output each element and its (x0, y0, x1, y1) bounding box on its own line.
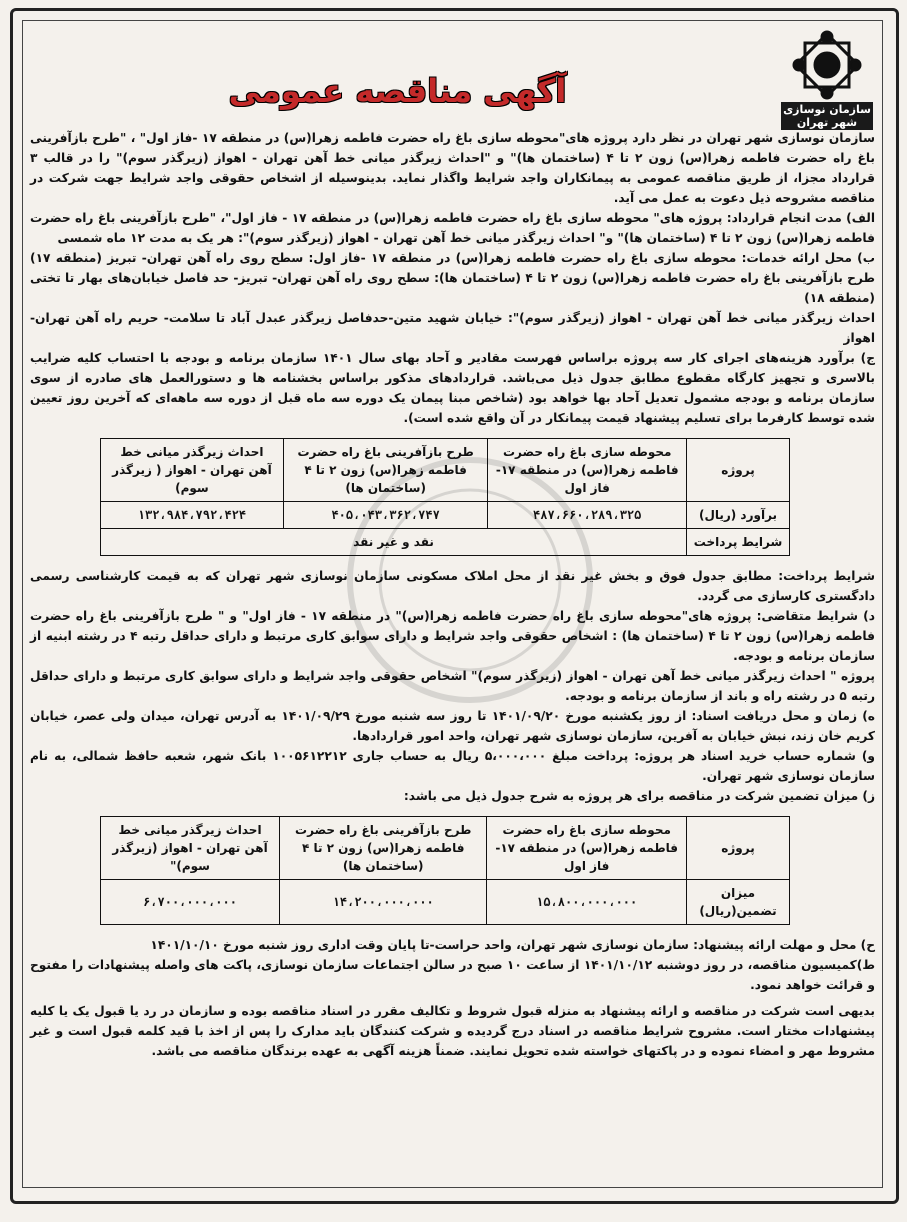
payment-terms-label: شرایط پرداخت (687, 529, 790, 556)
payment-terms-value: نقد و غیر نقد (101, 529, 687, 556)
guarantee-1: ۱۵،۸۰۰،۰۰۰،۰۰۰ (487, 880, 687, 925)
clause-dal: د) شرایط متقاضی: پروژه های"محوطه سازی باغ راه حضرت فاطمه زهرا(س)" در منطقه ۱۷ - فاز اول" و " طرح بازآفرینی باغ راه حضرت فاطمه زهرا(س) زون ۲ تا ۴ (ساختمان ها) : اشخاص حقوقی واجد شرایط و دارای سوابق کاری مرتبط و دارای حداقل رتبه ۴ در رشته ابنیه از سازمان برنامه و بودجه. (30, 609, 875, 663)
intro-paragraph: سازمان نوسازی شهر تهران در نظر دارد پروژه های"محوطه سازی باغ راه حضرت فاطمه زهرا(س) در منطقه ۱۷ -فاز اول" ، "طرح بازآفرینی باغ راه حضرت فاطمه زهرا(س) زون ۲ تا ۴ (ساختمان ها)" و "احداث زیرگذر میانی خط آهن تهران - اهواز (زیرگذر سوم)" را در قالب ۳ قرارداد مجزا، از طریق مناقصه عمومی به پیمانکاران واجد شرایط واگذار نماید. بدینوسیله از اشخاص حقوقی واجد شرایط جهت شرکت در مناقصه مشروحه ذیل دعوت به عمل می آید. (30, 131, 875, 205)
guarantee-2: ۱۴،۲۰۰،۰۰۰،۰۰۰ (280, 880, 487, 925)
estimate-3: ۱۳۲،۹۸۴،۷۹۲،۴۲۴ (101, 502, 284, 529)
project-1-title: محوطه سازی باغ راه حضرت فاطمه زهرا(س) در منطقه ۱۷-فاز اول (487, 817, 687, 880)
project-1-title: محوطه سازی باغ راه حضرت فاطمه زهرا(س) در منطقه ۱۷- فاز اول (488, 439, 687, 502)
clause-jim: ج) برآورد هزینه‌های اجرای کار سه پروژه براساس فهرست مقادیر و آحاد بهای سال ۱۴۰۱ سازمان برنامه و بودجه با احتساب کلیه ضرایب بالاسری و تجهیز کارگاه مقطوع مطابق جدول ذیل می‌باشد. قراردادهای مذکور براساس بخشنامه ها و دستورالعمل های صادره از سوی سازمان برنامه و بودجه مشمول تعدیل آحاد بها خواهد بود (شاخص مبنا پیمان یک دوره سه ماه قبل از دوره سه ماهه‌ای که آخرین روز تعیین شده توسط کارفرما برای تسلیم پیشنهاد قیمت پیمانکار در آن واقع شده است). (30, 351, 875, 425)
table-head-label: پروژه (687, 439, 790, 502)
guarantee-3: ۶،۷۰۰،۰۰۰،۰۰۰ (101, 880, 280, 925)
clause-he: ه) زمان و محل دریافت اسناد: از روز یکشنبه مورخ ۱۴۰۱/۰۹/۲۰ تا روز سه شنبه مورخ ۱۴۰۱/۰۹/۲۹ به آدرس تهران، میدان ولی عصر، خیابان کریم خان زند، نبش خیابان به آفرین، سازمان نوسازی شهر تهران، واحد امور قراردادها. (30, 709, 875, 743)
table-head-label: پروژه (687, 817, 790, 880)
logo-emblem-icon (779, 28, 875, 102)
clause-be-continued: احداث زیرگذر میانی خط آهن تهران - اهواز (زیرگذر سوم)": خیابان شهید متین-حدفاصل زیرگذر عبدل آباد تا سلامت- حریم راه آهن تهران-اهواز (30, 311, 875, 345)
project-3-title: احداث زیرگذر میانی خط آهن تهران - اهواز (زیرگذر سوم)" (101, 817, 280, 880)
notice-body (30, 128, 875, 1061)
table-row (101, 502, 790, 529)
clause-ta: ط)کمیسیون مناقصه، در روز دوشنبه ۱۴۰۱/۱۰/۱۲ از ساعت ۱۰ صبح در سالن اجتماعات سازمان نوسازی، پاکت های واصله پیشنهادات را مفتوح و قرائت خواهد نمود. (30, 958, 875, 992)
estimate-table (100, 438, 790, 556)
clause-vav: و) شماره حساب خرید اسناد هر پروژه: پرداخت مبلغ ۵،۰۰۰،۰۰۰ ریال به حساب جاری ۱۰۰۵۶۱۲۲۱۲ بانک شهر، شعبه حافظ شمالی، به نام سازمان نوسازی شهر تهران. (30, 749, 875, 783)
table-row (101, 817, 790, 880)
clause-be: ب) محل ارائه خدمات: محوطه سازی باغ راه حضرت فاطمه زهرا(س) در منطقه ۱۷ -فاز اول: سطح روی راه آهن تهران- تبریز (منطقه ۱۷) طرح بازآفرینی باغ راه حضرت فاطمه زهرا(س) زون ۲ تا ۴ (ساختمان ها): سطح روی راه آهن تهران- تبریز- حد فاصل خیابان‌های بهار تا تختی (منطقه ۱۸) (30, 251, 875, 305)
project-2-title: طرح بازآفرینی باغ راه حضرت فاطمه زهرا(س) زون ۲ تا ۴ (ساختمان ها) (280, 817, 487, 880)
guarantee-label: میزان تضمین(ریال) (687, 880, 790, 925)
estimate-1: ۴۸۷،۶۶۰،۲۸۹،۳۲۵ (488, 502, 687, 529)
clause-alef: الف) مدت انجام قرارداد: پروژه های" محوطه سازی باغ راه حضرت فاطمه زهرا(س) در منطقه ۱۷ - فاز اول"، "طرح بازآفرینی باغ راه حضرت فاطمه زهرا(س) زون ۲ تا ۴ (ساختمان ها)" و" احداث زیرگذر میانی خط آهن تهران - اهواز (زیرگذر سوم)": هر یک به مدت ۱۲ ماه شمسی (30, 211, 875, 245)
project-2-title: طرح بازآفرینی باغ راه حضرت فاطمه زهرا(س) زون ۲ تا ۴ (ساختمان ها) (283, 439, 488, 502)
table-row (101, 529, 790, 556)
organization-logo (779, 28, 875, 129)
clause-ze: ز) میزان تضمین شرکت در مناقصه برای هر پروژه به شرح جدول ذیل می باشد: (403, 789, 875, 803)
table-row (101, 439, 790, 502)
closing-paragraph: بدیهی است شرکت در مناقصه و ارائه پیشنهاد به منزله قبول شروط و تکالیف مقرر در اسناد مناقصه بوده و سازمان در رد یا قبول یک یا کلیه پیشنهادات مختار است. مشروح شرایط مناقصه در اسناد درج گردیده و شرکت کنندگان باید مدارک را پس از اخذ با قید کلمه قبول است و غیر مشروط مهر و امضاء نموده و در پاکتهای خواسته شده تحویل نمایند. ضمناً هزینه آگهی به عهده برندگان مناقصه می باشد. (30, 1004, 875, 1058)
estimate-label: برآورد (ریال) (687, 502, 790, 529)
table-row (101, 880, 790, 925)
clause-he2: ح) محل و مهلت ارائه پیشنهاد: سازمان نوسازی شهر تهران، واحد حراست-تا پایان وقت اداری روز شنبه مورخ ۱۴۰۱/۱۰/۱۰ (150, 938, 875, 952)
notice-title: آگهی مناقصه عمومی (228, 72, 567, 110)
payment-paragraph: شرایط پرداخت: مطابق جدول فوق و بخش غیر نقد از محل املاک مسکونی سازمان نوسازی شهر تهران که به قیمت کارشناسی رسمی دادگستری کارسازی می گردد. (30, 569, 875, 603)
estimate-2: ۴۰۵،۰۴۳،۳۶۲،۷۴۷ (283, 502, 488, 529)
project-3-title: احداث زیرگذر میانی خط آهن تهران - اهواز ( زیرگذر سوم) (101, 439, 284, 502)
logo-caption: سازمان نوسازی شهر تهران (781, 102, 873, 130)
clause-dal-continued: پروژه " احداث زیرگذر میانی خط آهن تهران - اهواز (زیرگذر سوم)" اشخاص حقوقی واجد شرایط و دارای سوابق کاری مرتبط و دارای حداقل رتبه ۵ در رشته راه و باند از سازمان برنامه و بودجه. (30, 669, 875, 703)
header (30, 28, 875, 129)
guarantee-table (100, 816, 790, 925)
